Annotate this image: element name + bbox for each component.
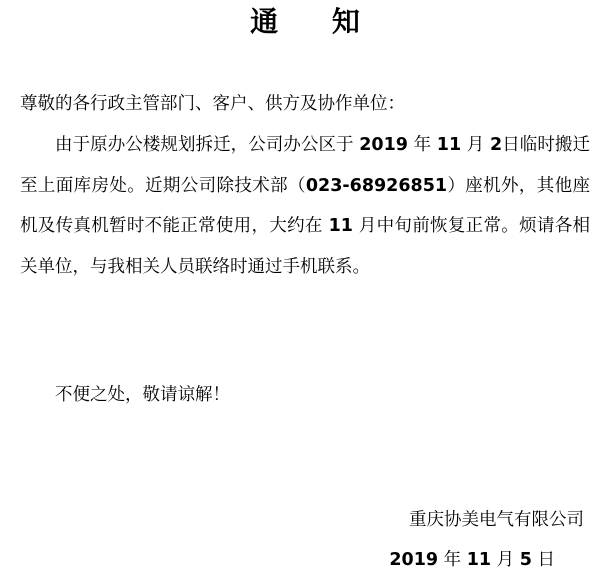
date-year: 2019 [389, 550, 439, 570]
notice-title: 通 知 [250, 5, 382, 38]
company-signature: 重庆协美电气有限公司 [409, 510, 584, 530]
tech-dept-phone: 023-68926851 [305, 175, 448, 196]
paragraph-text-2: 年 [407, 135, 437, 155]
date-day-label: 日 [531, 550, 555, 570]
relocation-day: 2 [489, 135, 503, 155]
paragraph-text-4: 日临时搬迁至上面库房处。近期公司除技术部（ [20, 135, 590, 196]
closing-remark: 不便之处，敬请谅解！ [55, 385, 230, 405]
paragraph-text-1: 由于原办公楼规划拆迁，公司办公区于 [55, 135, 360, 155]
salutation: 尊敬的各行政主管部门、客户、供方及协作单位： [20, 94, 405, 114]
date-month-label: 月 [491, 550, 520, 570]
paragraph-text-6: 月中旬前恢复正常。烦请各相关单位，与我相关人员联络时通过手机联系。 [20, 216, 591, 277]
paragraph-text-3: 月 [461, 135, 490, 155]
date-month: 11 [466, 550, 492, 570]
date-day: 5 [519, 550, 532, 570]
relocation-year: 2019 [359, 135, 408, 155]
date-year-label: 年 [438, 550, 467, 570]
paragraph-text-5: ）座机外，其他座机及传真机暂时不能正常使用，大约在 [20, 175, 591, 236]
notice-date [389, 542, 555, 578]
notice-paragraph [20, 125, 590, 287]
recovery-month: 11 [328, 216, 353, 236]
relocation-month: 11 [436, 135, 462, 155]
